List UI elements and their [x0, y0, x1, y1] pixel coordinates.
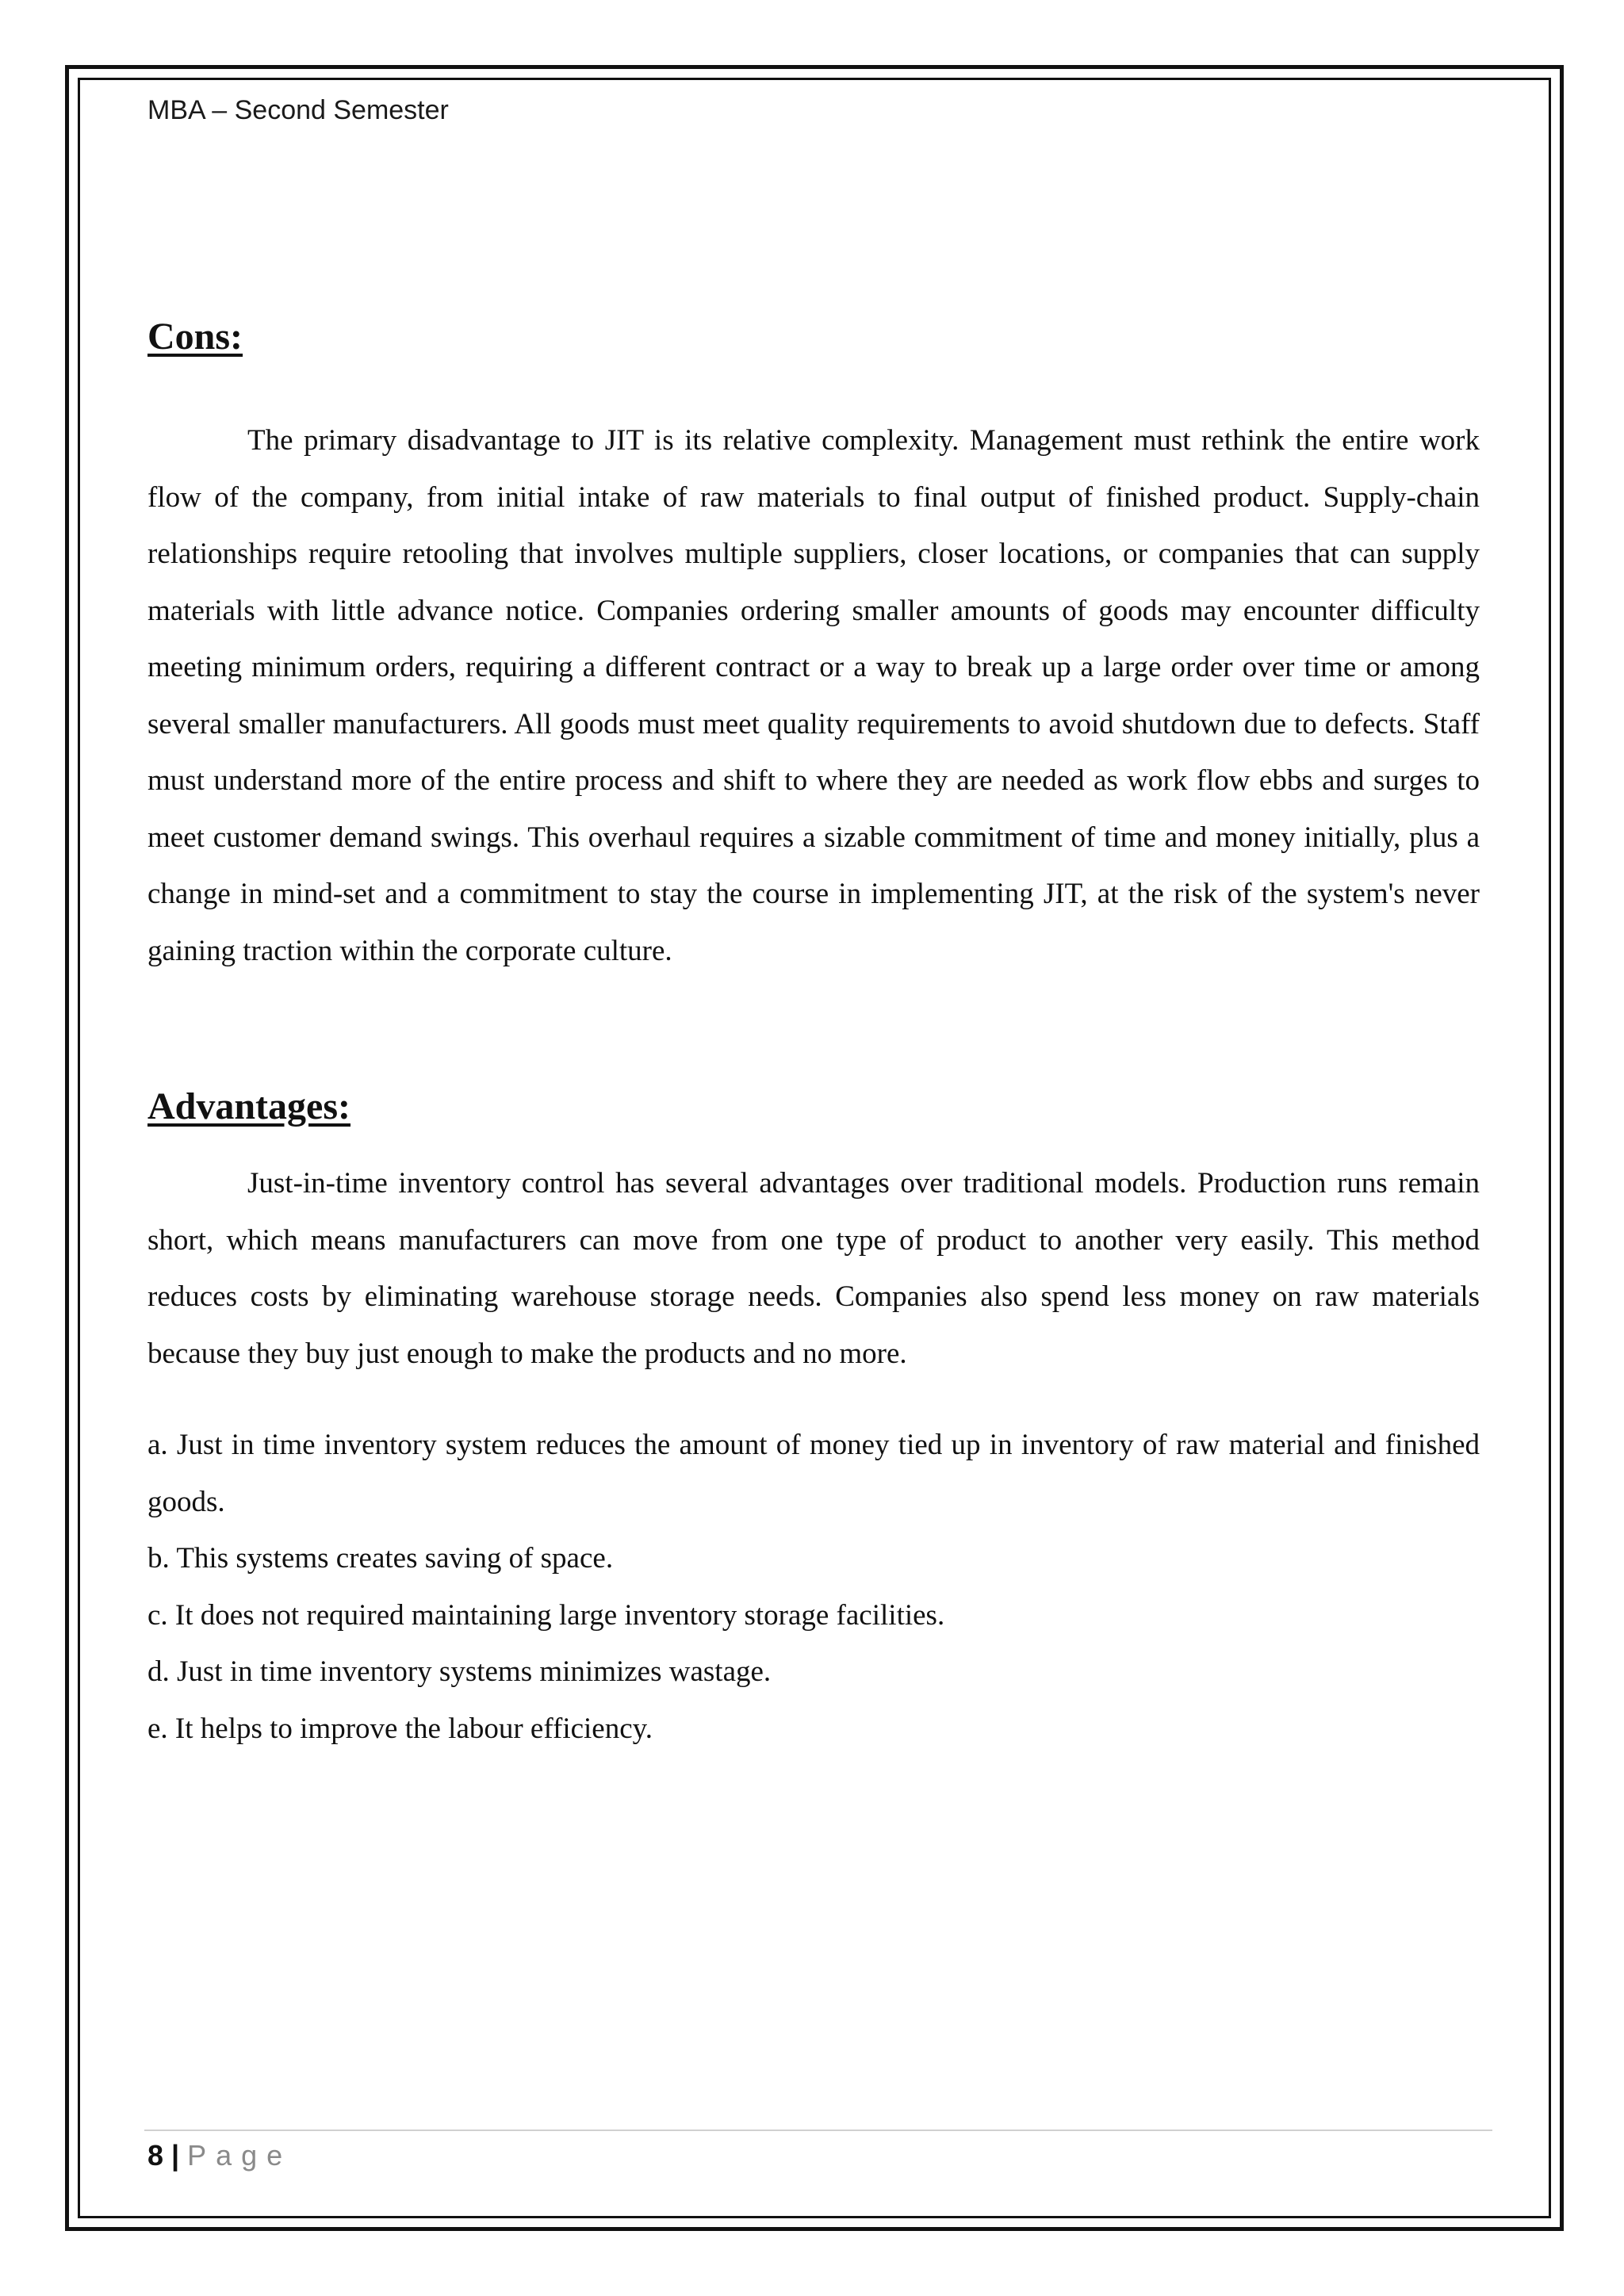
advantages-list	[147, 1417, 1480, 1757]
cons-paragraph: The primary disadvantage to JIT is its relative complexity. Management must rethink the entire work flow of the company, from initial intake of raw materials to final output of finished product. Supply-chain relationships require retooling that involves multiple suppliers, closer locations, or companies that can supply materials with little advance notice. Companies ordering smaller amounts of goods may encounter difficulty meeting minimum orders, requiring a different contract or a way to break up a large order over time or among several smaller manufacturers. All goods must meet quality requirements to avoid shutdown due to defects. Staff must understand more of the entire process and shift to where they are needed as work flow ebbs and surges to meet customer demand swings. This overhaul requires a sizable commitment of time and money initially, plus a change in mind-set and a commitment to stay the course in implementing JIT, at the risk of the system's never gaining traction within the corporate culture.	[147, 424, 1480, 967]
advantages-heading: Advantages:	[147, 1085, 351, 1127]
page-footer	[147, 2139, 292, 2172]
page-label: Page	[187, 2139, 293, 2172]
list-item: d. Just in time inventory systems minimizes wastage.	[147, 1655, 772, 1688]
list-item: c. It does not required maintaining large inventory storage facilities.	[147, 1598, 945, 1632]
list-item: b. This systems creates saving of space.	[147, 1542, 614, 1575]
page-content	[147, 309, 1480, 1757]
advantages-paragraph: Just-in-time inventory control has several advantages over traditional models. Production runs remain short, which means manufacturers can move from one type of product to another very easily. This method reduces costs by eliminating warehouse storage needs. Companies also spend less money on raw materials because they buy just enough to make the products and no more.	[147, 1167, 1480, 1370]
footer-divider	[144, 2130, 1492, 2131]
cons-heading: Cons:	[147, 316, 243, 358]
list-item: e. It helps to improve the labour efficiency.	[147, 1712, 653, 1745]
page-number: 8	[147, 2139, 164, 2172]
page-number-separator: |	[171, 2139, 180, 2172]
running-header: MBA – Second Semester	[147, 95, 449, 125]
list-item: a. Just in time inventory system reduces the amount of money tied up in inventory of raw material and finished goods.	[147, 1429, 1480, 1518]
